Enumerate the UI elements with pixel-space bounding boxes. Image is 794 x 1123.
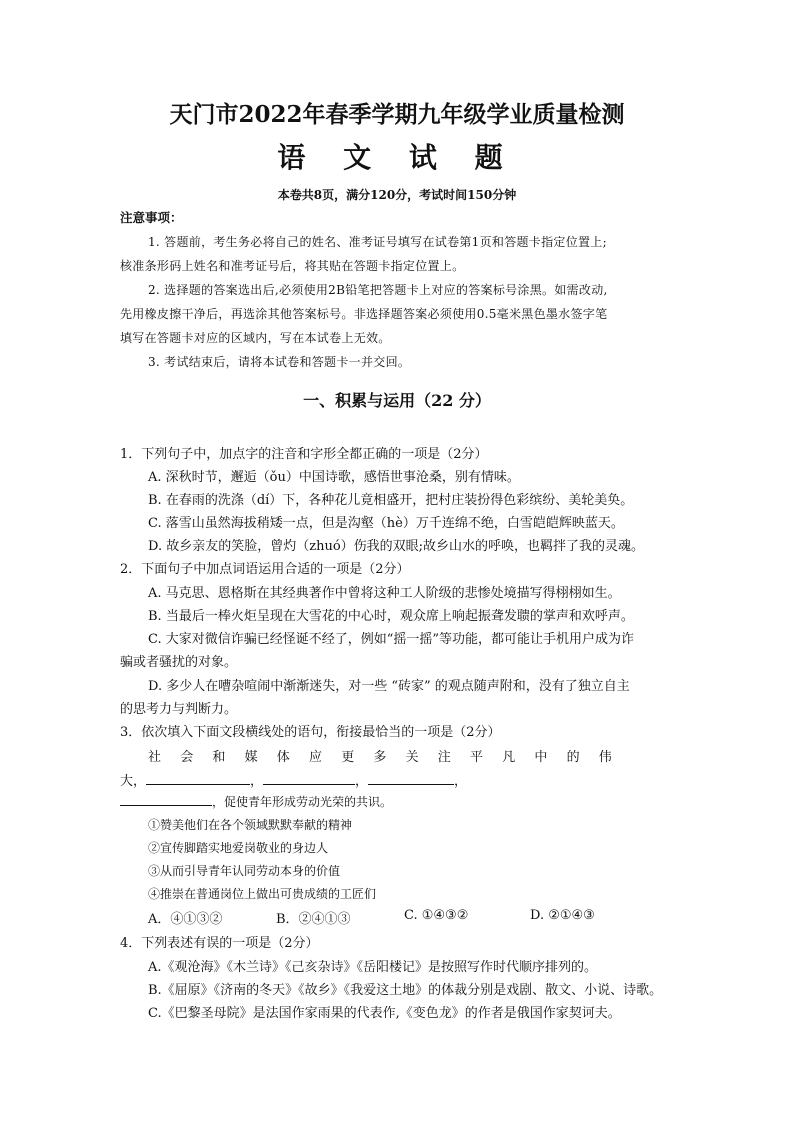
passage-line-3 <box>120 793 392 810</box>
passage-text: ，促使青年形成劳动光荣的共识。 <box>212 795 393 809</box>
question-option: D. 故乡亲友的笑脸，曾灼（zhuó）伤我的双眼;故乡山水的呼唤，也羁拌了我的灵魂。 <box>148 539 645 554</box>
exam-subject: 语 文 试 题 <box>277 141 517 174</box>
question-option: D. 多少人在嘈杂喧闹中渐渐迷失，对一些 “砖家” 的观点随声附和，没有了独立自主 <box>148 679 630 694</box>
question-option: C. 大家对微信诈骗已经怪诞不经了，例如“摇一摇”等功能，都可能让手机用户成为诈 <box>148 632 635 647</box>
question-option: A.《观沧海》《木兰诗》《己亥杂诗》《岳阳楼记》是按照写作时代顺序排列的。 <box>148 960 598 975</box>
sentence-item: ①赞美他们在各个领域默默奉献的精神 <box>148 818 353 832</box>
answer-blank[interactable] <box>368 772 454 785</box>
section-title: 一、积累与运用（22 分） <box>303 391 491 410</box>
comma-separator: ， <box>250 774 264 789</box>
question-option: B.《屈原》《济南的冬天》《故乡》《我爱这土地》的体裁分别是戏剧、散文、小说、诗歌。 <box>148 983 663 998</box>
notice-line: 1. 答题前，考生务必将自己的姓名、准考证号填写在试卷第1页和答题卡指定位置上; <box>148 235 607 249</box>
question-option: A. 马克思、恩格斯在其经典著作中曾将这种工人阶级的悲惨处境描写得栩栩如生。 <box>148 586 621 601</box>
question-option: C. 落雪山虽然海拔稍矮一点，但是沟壑（hè）万千连绵不绝，白雪皑皑辉映蓝天。 <box>148 516 624 531</box>
question-stem: 2．下面句子中加点词语运用合适的一项是（2分） <box>120 562 410 577</box>
sentence-item: ③从而引导青年认同劳动本身的价值 <box>148 864 341 878</box>
exam-title: 天门市2022年春季学期九年级学业质量检测 <box>169 101 625 128</box>
passage-text: 大， <box>120 774 147 789</box>
notice-line: 2. 选择题的答案选出后,必须使用2B铅笔把答题卡上对应的答案标号涂黑。如需改动, <box>148 283 608 297</box>
notice-line: 先用橡皮擦干净后，再选涂其他答案标号。非选择题答案必须使用0.5毫米黑色墨水签字笔 <box>120 307 608 321</box>
comma-separator: ， <box>355 774 369 789</box>
choice-option[interactable]: A．④①③② <box>148 912 223 927</box>
sentence-item: ④推崇在普通岗位上做出可贵成绩的工匠们 <box>148 887 377 901</box>
question-option: C.《巴黎圣母院》是法国作家雨果的代表作,《变色龙》的作者是俄国作家契诃夫。 <box>148 1006 621 1021</box>
question-stem: 1．下列句子中，加点字的注音和字形全都正确的一项是（2分） <box>120 447 488 462</box>
question-option: A. 深秋时节，邂逅（ǒu）中国诗歌，感悟世事沧桑，别有情味。 <box>148 470 520 485</box>
question-option-cont: 的思考力与判断力。 <box>120 702 238 717</box>
answer-blank[interactable] <box>120 793 212 806</box>
question-stem: 4．下列表述有误的一项是（2分） <box>120 936 319 951</box>
question-option: B. 在春雨的洗涤（dí）下，各种花儿竟相盛开，把村庄装扮得色彩缤纷、美轮美奂。 <box>148 493 634 508</box>
notice-line: 填写在答题卡对应的区域内，写在本试卷上无效。 <box>120 331 391 345</box>
passage-line-2 <box>120 770 467 789</box>
question-option-cont: 骗或者骚扰的对象。 <box>120 655 238 670</box>
comma-separator: ， <box>454 774 468 789</box>
answer-blank[interactable] <box>146 772 250 785</box>
choice-option[interactable]: B．②④①③ <box>276 912 351 927</box>
question-stem: 3．依次填入下面文段横线处的语句，衔接最恰当的一项是（2分） <box>120 725 501 740</box>
sentence-item: ②宣传脚踏实地爱岗敬业的身边人 <box>148 841 329 855</box>
choice-option[interactable]: C. ①④③② <box>404 908 469 923</box>
passage-line: 社会和媒体应更多关注平凡中的伟 <box>148 750 632 765</box>
notice-heading: 注意事项： <box>120 210 183 225</box>
answer-blank[interactable] <box>263 772 355 785</box>
exam-info: 本卷共8页，满分120分，考试时间150分钟 <box>277 188 517 202</box>
question-option: B. 当最后一棒火炬呈现在大雪花的中心时，观众席上响起振聋发聩的掌声和欢呼声。 <box>148 609 634 624</box>
notice-line: 3. 考试结束后，请将本试卷和答题卡一并交回。 <box>148 355 411 369</box>
choice-option[interactable]: D. ②①④③ <box>530 908 595 923</box>
notice-line: 核准条形码上姓名和准考证号后，将其贴在答题卡指定位置上。 <box>120 259 465 273</box>
